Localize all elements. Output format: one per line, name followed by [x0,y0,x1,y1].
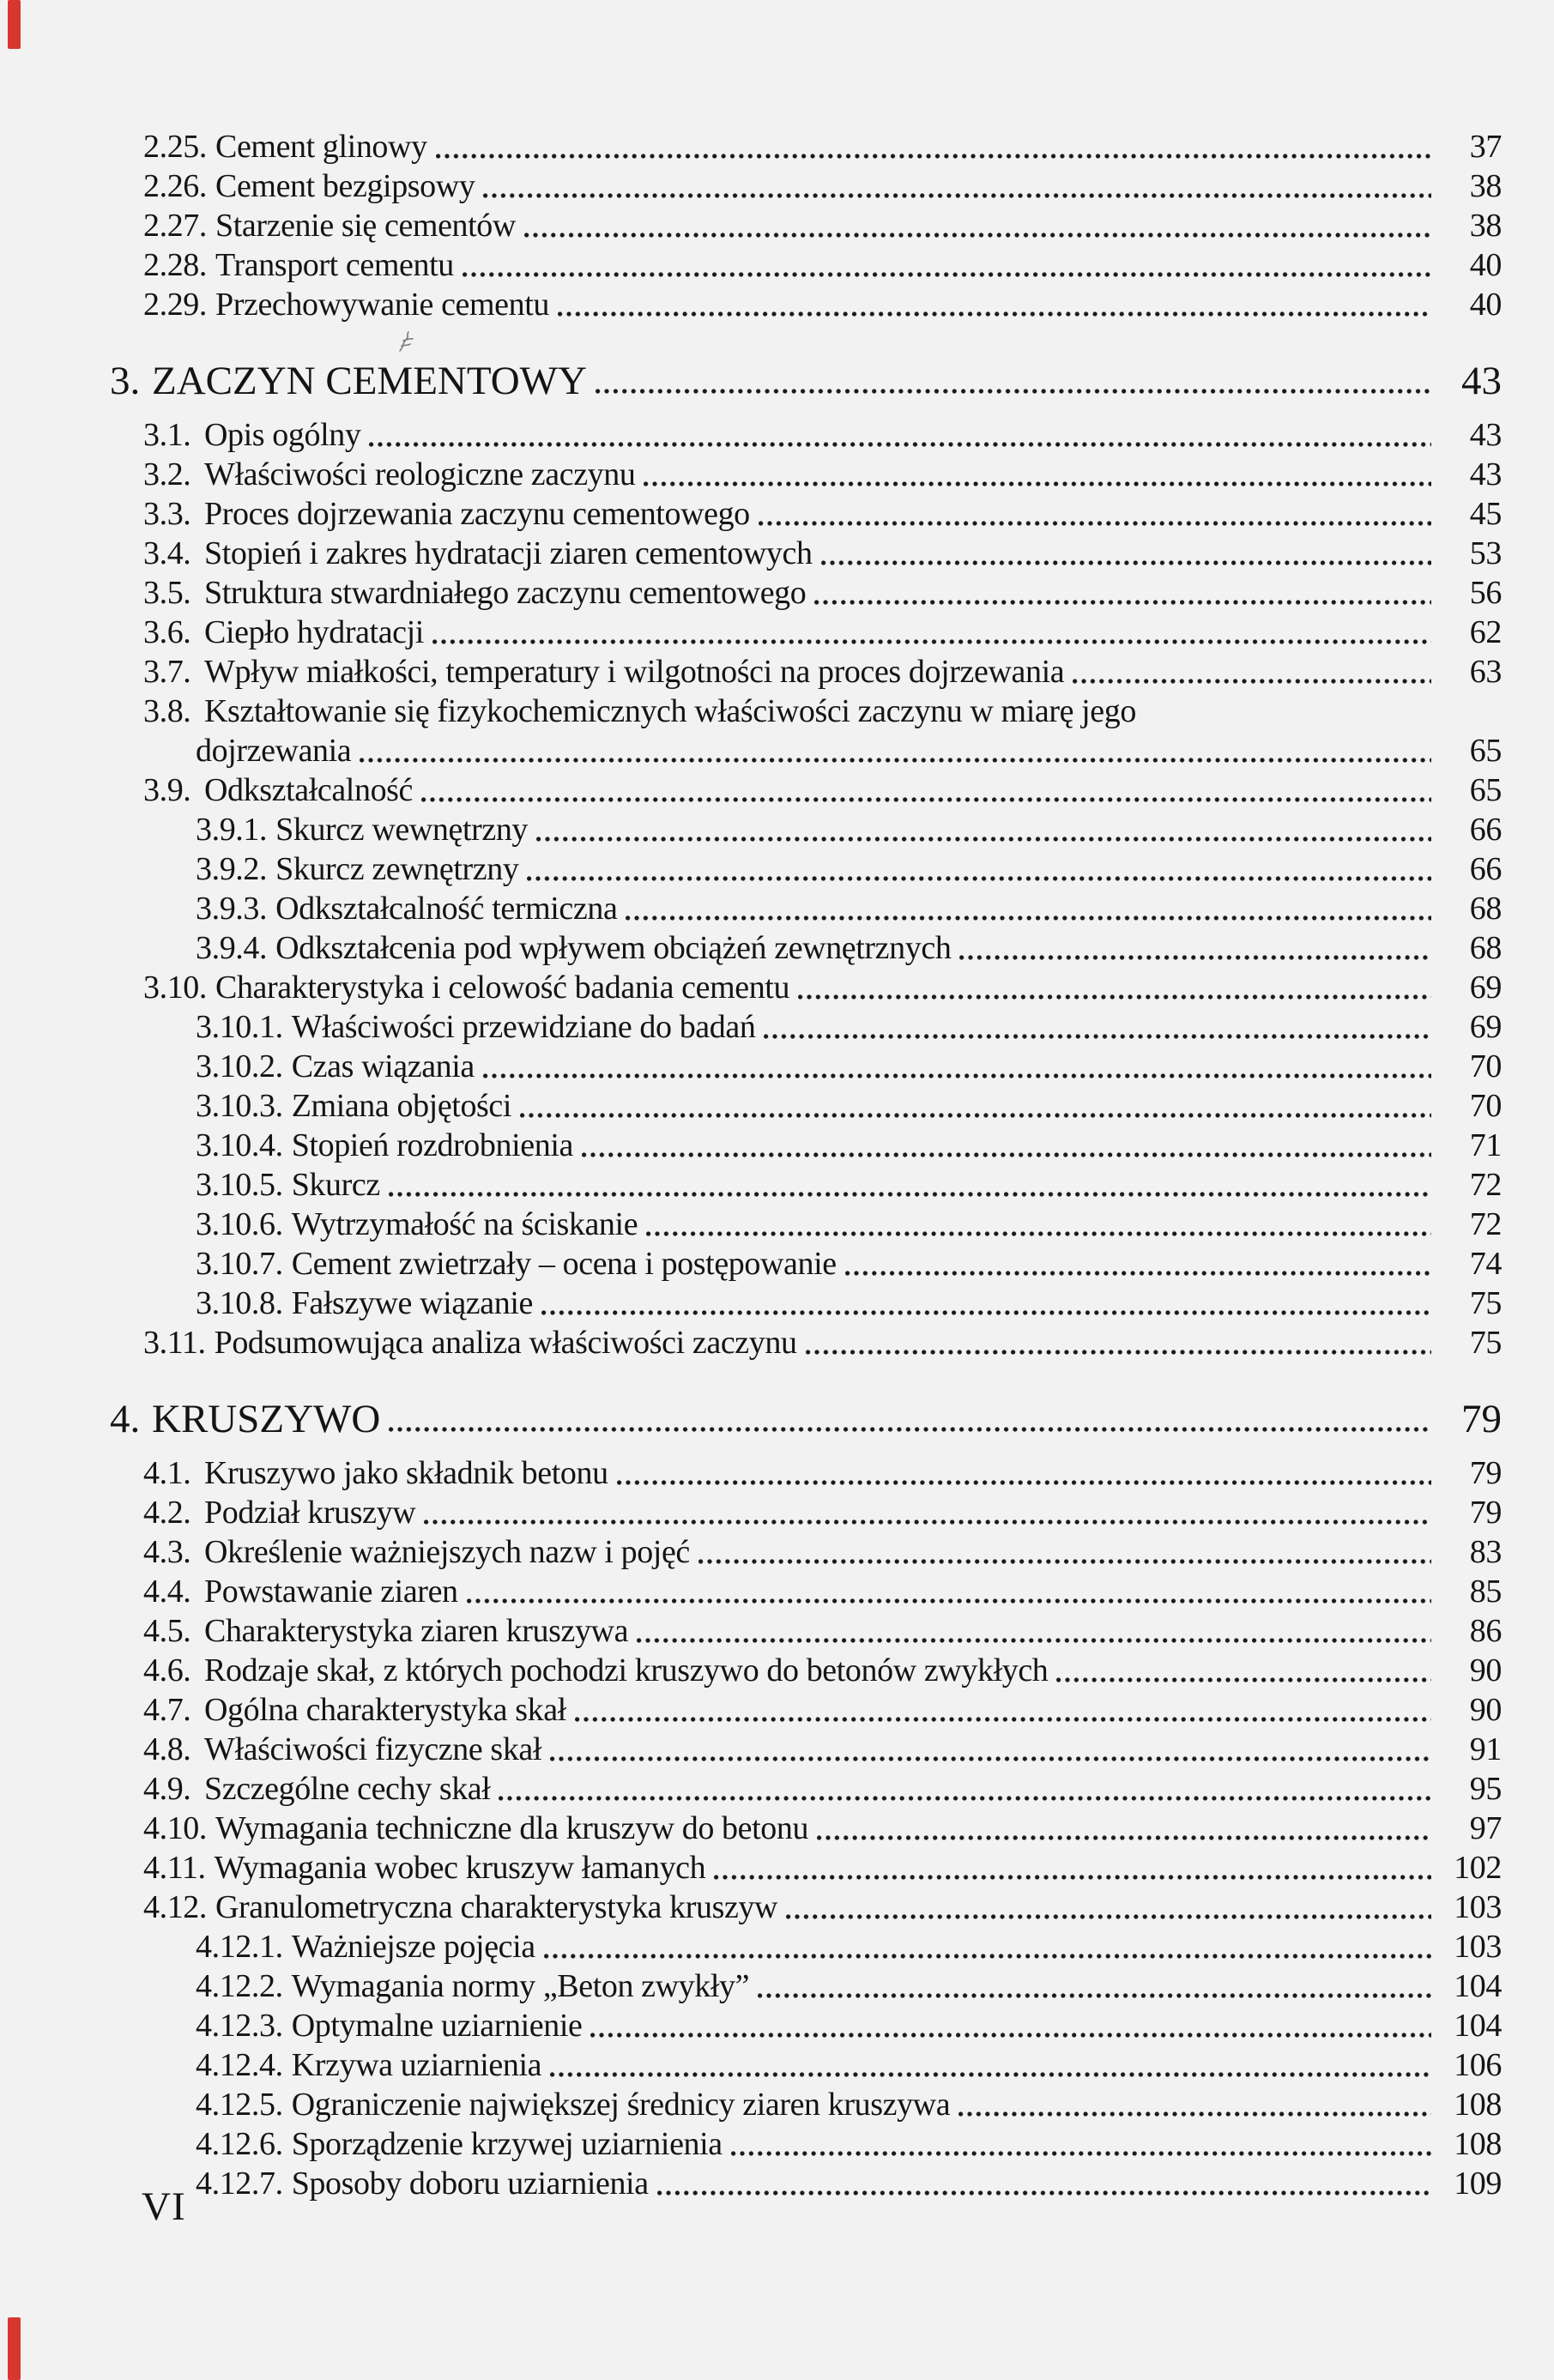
toc-entry-page: 104 [1454,1968,1502,2004]
toc-entry-page: 45 [1469,496,1502,532]
toc-entry-title: Fałszywe wiązanie [291,1285,533,1321]
dot-leader [424,1519,1431,1525]
dot-leader [590,2033,1431,2038]
toc-entry-number: 4.10. [143,1810,208,1846]
toc-entry-number: 3.10.3. [196,1088,283,1124]
dot-leader [483,193,1431,198]
toc-row [110,652,1502,692]
toc-entry-number: 4. [110,1397,141,1441]
toc-entry-title: Wymagania techniczne dla kruszyw do betonu [215,1810,809,1846]
dot-leader [524,233,1431,238]
toc-entry-page: 43 [1469,417,1502,453]
dot-leader [758,1993,1431,1998]
toc-entry-page: 53 [1469,535,1502,571]
toc-entry-number: 3.9.3. [196,891,268,927]
toc-row [110,455,1502,494]
toc-entry-title: Wymagania wobec kruszyw łamanych [214,1850,706,1886]
toc-entry-title: Cement glinowy [215,129,427,165]
toc-entry-number: 4.12.3. [196,2008,283,2044]
toc-entry-number: 4.11. [143,1850,206,1886]
toc-row [110,2164,1502,2203]
toc-section-row [110,359,1502,402]
toc-entry-number: 3.10.7. [196,1246,283,1282]
toc-entry-number: 2.25. [143,129,208,165]
toc-entry-page: 65 [1469,733,1502,769]
toc-entry-number: 4.3. [143,1534,191,1570]
toc-entry-number: 4.12.7. [196,2166,283,2202]
dot-leader [389,1192,1431,1197]
toc-entry-title: Właściwości przewidziane do badań [291,1009,756,1045]
toc-entry-title: Przechowywanie cementu [215,287,549,323]
toc-row [110,2045,1502,2085]
dot-leader [596,389,1431,394]
toc-entry-page: 71 [1469,1127,1502,1163]
toc-entry-title: Cement bezgipsowy [215,168,475,204]
toc-row [110,1007,1502,1047]
dot-leader [550,2072,1431,2077]
toc-row [110,1205,1502,1244]
dot-leader [499,1796,1431,1801]
dot-leader [544,1954,1431,1959]
toc-entry-title: Właściwości reologiczne zaczynu [204,456,636,492]
toc-entry-number: 4.12.5. [196,2087,283,2123]
dot-leader [786,1914,1431,1919]
toc-row [110,1651,1502,1690]
toc-entry-page: 70 [1469,1048,1502,1084]
toc-entry-page: 56 [1469,575,1502,611]
toc-entry-title: Kształtowanie się fizykochemicznych właściwości zaczynu w miarę jego [204,693,1136,729]
toc-row [110,285,1502,324]
toc-entry-page: 103 [1454,1929,1502,1965]
toc-entry-page: 72 [1469,1167,1502,1203]
toc-entry-page: 90 [1469,1652,1502,1688]
toc-entry-title: Stopień i zakres hydratacji ziaren cementowych [204,535,813,571]
toc-row [110,1572,1502,1611]
toc-entry-title: Rodzaje skał, z których pochodzi kruszywo do betonów zwykłych [204,1652,1049,1688]
toc-row [110,1165,1502,1205]
dot-leader [541,1310,1431,1315]
toc-entry-title: Zmiana objętości [291,1088,512,1124]
toc-entry-number: 3.3. [143,496,191,532]
toc-row [110,494,1502,534]
toc-row [110,1848,1502,1888]
toc-row [110,206,1502,245]
dot-leader [644,481,1431,486]
toc-entry-page: 103 [1454,1889,1502,1925]
toc-row [110,1690,1502,1730]
dot-leader [536,837,1431,842]
toc-entry-page: 79 [1469,1455,1502,1491]
toc-entry-title: Ciepło hydratacji [204,614,424,650]
dot-leader [1073,679,1431,684]
toc-entry-number: 3.10.4. [196,1127,283,1163]
toc-list [110,127,1502,2203]
toc-entry-page: 83 [1469,1534,1502,1570]
toc-entry-page: 43 [1469,456,1502,492]
toc-entry-title: Optymalne uziarnienie [291,2008,583,2044]
toc-entry-page: 74 [1469,1246,1502,1282]
toc-entry-page: 75 [1469,1325,1502,1361]
dot-leader [845,1271,1431,1276]
toc-row [110,968,1502,1007]
toc-entry-number: 4.7. [143,1692,191,1728]
toc-entry-title: Odkształcalność [204,772,414,808]
toc-entry-title: Odkształcenia pod wpływem obciążeń zewnętrznych [275,930,952,966]
toc-entry-title: Wytrzymałość na ściskanie [291,1206,638,1242]
dot-leader [698,1559,1431,1564]
toc-row [110,2006,1502,2045]
toc-entry-page: 109 [1454,2166,1502,2202]
toc-entry-number: 3.10.1. [196,1009,283,1045]
dot-leader [731,2151,1431,2156]
toc-entry-page: 104 [1454,2008,1502,2044]
dot-leader [467,1598,1431,1604]
toc-row [110,1126,1502,1165]
toc-entry-number: 3.10.5. [196,1167,283,1203]
dot-leader [637,1638,1431,1643]
toc-entry-page: 72 [1469,1206,1502,1242]
toc-entry-title: Stopień rozdrobnienia [291,1127,573,1163]
toc-entry-number: 4.9. [143,1771,191,1807]
toc-entry-page: 66 [1469,851,1502,887]
dot-leader [817,1835,1431,1840]
toc-entry-title: Proces dojrzewania zaczynu cementowego [204,496,750,532]
toc-entry-number: 4.12.4. [196,2047,283,2083]
toc-entry-number: 4.4. [143,1574,191,1610]
dot-leader [550,1756,1431,1761]
toc-entry-page: 43 [1461,359,1502,403]
toc-row [110,613,1502,652]
toc-row [110,573,1502,613]
toc-row [110,1323,1502,1362]
toc-entry-title: ZACZYN CEMENTOWY [152,359,587,403]
toc-row [110,1284,1502,1323]
toc-entry-title: Szczególne cechy skał [204,1771,491,1807]
toc-entry-title: Skurcz zewnętrzny [275,851,519,887]
toc-entry-page: 69 [1469,1009,1502,1045]
toc-entry-title: Cement zwietrzały – ocena i postępowanie [291,1246,837,1282]
toc-row [110,1493,1502,1532]
toc-row [110,1966,1502,2006]
dot-leader [436,154,1431,159]
toc-entry-title: Powstawanie ziaren [204,1574,458,1610]
toc-row [110,1927,1502,1966]
toc-entry-number: 3.10.2. [196,1048,283,1084]
dot-leader [759,521,1431,526]
toc-entry-number: 3.5. [143,575,191,611]
toc-entry-number: 4.1. [143,1455,191,1491]
toc-entry-page: 68 [1469,891,1502,927]
toc-entry-number: 3.10. [143,970,208,1006]
toc-entry-page: 108 [1454,2126,1502,2162]
toc-row [110,245,1502,285]
dot-leader [558,311,1431,317]
toc-row [110,849,1502,889]
toc-entry-page: 38 [1469,208,1502,244]
toc-entry-title: Ważniejsze pojęcia [291,1929,535,1965]
page-number-folio: VI [142,2184,186,2229]
toc-entry-page: 66 [1469,812,1502,848]
toc-entry-title: dojrzewania [196,733,352,769]
toc-row [110,1888,1502,1927]
toc-row [110,692,1502,731]
toc-entry-number: 3.9.2. [196,851,268,887]
toc-row [110,127,1502,166]
toc-entry-title: Odkształcalność termiczna [275,891,618,927]
toc-entry-title: Charakterystyka ziaren kruszywa [204,1613,629,1649]
toc-entry-title: Określenie ważniejszych nazw i pojęć [204,1534,690,1570]
toc-row [110,928,1502,968]
toc-entry-number: 4.5. [143,1613,191,1649]
toc-row [110,810,1502,849]
toc-row [110,1611,1502,1651]
toc-entry-number: 4.6. [143,1652,191,1688]
toc-entry-page: 40 [1469,247,1502,283]
dot-leader [646,1231,1431,1236]
dot-leader [527,876,1431,881]
toc-row [110,415,1502,455]
toc-entry-page: 40 [1469,287,1502,323]
toc-entry-title: Granulometryczna charakterystyka kruszyw [215,1889,778,1925]
toc-entry-title: Charakterystyka i celowość badania cementu [215,970,790,1006]
toc-row [110,1809,1502,1848]
toc-entry-number: 3.11. [143,1325,206,1361]
toc-entry-number: 3.7. [143,654,191,690]
toc-row [110,1532,1502,1572]
toc-entry-number: 3.1. [143,417,191,453]
toc-entry-number: 3.10.8. [196,1285,283,1321]
toc-entry-number: 3.2. [143,456,191,492]
toc-row [110,889,1502,928]
toc-entry-number: 4.8. [143,1731,191,1767]
toc-entry-page: 69 [1469,970,1502,1006]
toc-entry-page: 79 [1469,1495,1502,1531]
toc-entry-number: 2.27. [143,208,208,244]
dot-leader [1056,1677,1431,1682]
toc-entry-page: 70 [1469,1088,1502,1124]
toc-row [110,1453,1502,1493]
toc-entry-number: 3.6. [143,614,191,650]
toc-row [110,1730,1502,1769]
toc-entry-page: 91 [1469,1731,1502,1767]
toc-row [110,1086,1502,1126]
dot-leader [463,272,1431,277]
toc-entry-title: KRUSZYWO [152,1397,381,1441]
toc-entry-number: 2.29. [143,287,208,323]
toc-entry-number: 4.12.2. [196,1968,283,2004]
dot-leader [958,2111,1431,2117]
toc-entry-number: 3.9. [143,772,191,808]
toc-section-row [110,1398,1502,1441]
toc-entry-page: 90 [1469,1692,1502,1728]
toc-entry-number: 3.4. [143,535,191,571]
toc-entry-title: Starzenie się cementów [215,208,516,244]
toc-entry-page: 106 [1454,2047,1502,2083]
toc-entry-title: Wymagania normy „Beton zwykły” [291,1968,750,2004]
toc-entry-title: Właściwości fizyczne skał [204,1731,542,1767]
toc-row [110,1769,1502,1809]
toc-entry-number: 4.12.1. [196,1929,283,1965]
toc-entry-number: 3.9.1. [196,812,268,848]
toc-entry-title: Ograniczenie największej średnicy ziaren kruszywa [291,2087,951,2123]
toc-entry-title: Podział kruszyw [204,1495,416,1531]
toc-entry-title: Kruszywo jako składnik betonu [204,1455,608,1491]
toc-row [110,1047,1502,1086]
dot-leader [814,600,1431,605]
toc-entry-title: Struktura stwardniałego zaczynu cementowego [204,575,807,611]
toc-entry-number: 3.10.6. [196,1206,283,1242]
toc-row [110,166,1502,206]
toc-entry-page: 97 [1469,1810,1502,1846]
dot-leader [582,1152,1431,1157]
dot-leader [520,1113,1431,1118]
dot-leader [369,442,1431,447]
dot-leader [657,2190,1431,2196]
toc-entry-number: 3.8. [143,693,191,729]
dot-leader [360,758,1431,763]
toc-entry-page: 95 [1469,1771,1502,1807]
toc-entry-title: Skurcz wewnętrzny [275,812,529,848]
toc-entry-page: 108 [1454,2087,1502,2123]
toc-entry-title: Sporządzenie krzywej uziarnienia [291,2126,723,2162]
toc-entry-title: Sposoby doboru uziarnienia [291,2166,649,2202]
dot-leader [798,994,1431,1000]
toc-entry-number: 2.28. [143,247,208,283]
toc-entry-page: 86 [1469,1613,1502,1649]
toc-entry-title: Opis ogólny [204,417,361,453]
toc-entry-number: 3. [110,359,141,403]
toc-entry-page: 38 [1469,168,1502,204]
dot-leader [959,955,1431,960]
dot-leader [389,1427,1431,1432]
toc-entry-number: 2.26. [143,168,208,204]
dot-leader [806,1350,1431,1355]
toc-entry-title: Ogólna charakterystyka skał [204,1692,566,1728]
toc-row [110,2124,1502,2164]
toc-row [110,534,1502,573]
toc-entry-title: Krzywa uziarnienia [291,2047,542,2083]
dot-leader [626,915,1431,921]
toc-row [110,731,1502,770]
dot-leader [714,1875,1431,1880]
toc-entry-page: 63 [1469,654,1502,690]
toc-entry-page: 85 [1469,1574,1502,1610]
toc-entry-page: 68 [1469,930,1502,966]
dot-leader [483,1073,1431,1078]
toc-entry-page: 62 [1469,614,1502,650]
toc-entry-page: 37 [1469,129,1502,165]
toc-entry-page: 102 [1454,1850,1502,1886]
dot-leader [575,1717,1431,1722]
toc-entry-title: Transport cementu [215,247,454,283]
dot-leader [421,797,1431,802]
toc-entry-number: 4.2. [143,1495,191,1531]
toc-entry-number: 3.9.4. [196,930,268,966]
dot-leader [432,639,1431,644]
toc-row [110,2085,1502,2124]
toc-row [110,1244,1502,1284]
toc-entry-title: Wpływ miałkości, temperatury i wilgotności na proces dojrzewania [204,654,1065,690]
dot-leader [617,1480,1431,1485]
toc-entry-page: 75 [1469,1285,1502,1321]
dot-leader [764,1034,1431,1039]
toc-entry-page: 79 [1461,1397,1502,1441]
toc-entry-title: Podsumowująca analiza właściwości zaczynu [214,1325,797,1361]
toc-entry-title: Czas wiązania [291,1048,475,1084]
dot-leader [821,560,1431,565]
toc-entry-number: 4.12. [143,1889,208,1925]
toc-entry-title: Skurcz [291,1167,380,1203]
toc-row [110,770,1502,810]
toc-entry-page: 65 [1469,772,1502,808]
toc-entry-number: 4.12.6. [196,2126,283,2162]
